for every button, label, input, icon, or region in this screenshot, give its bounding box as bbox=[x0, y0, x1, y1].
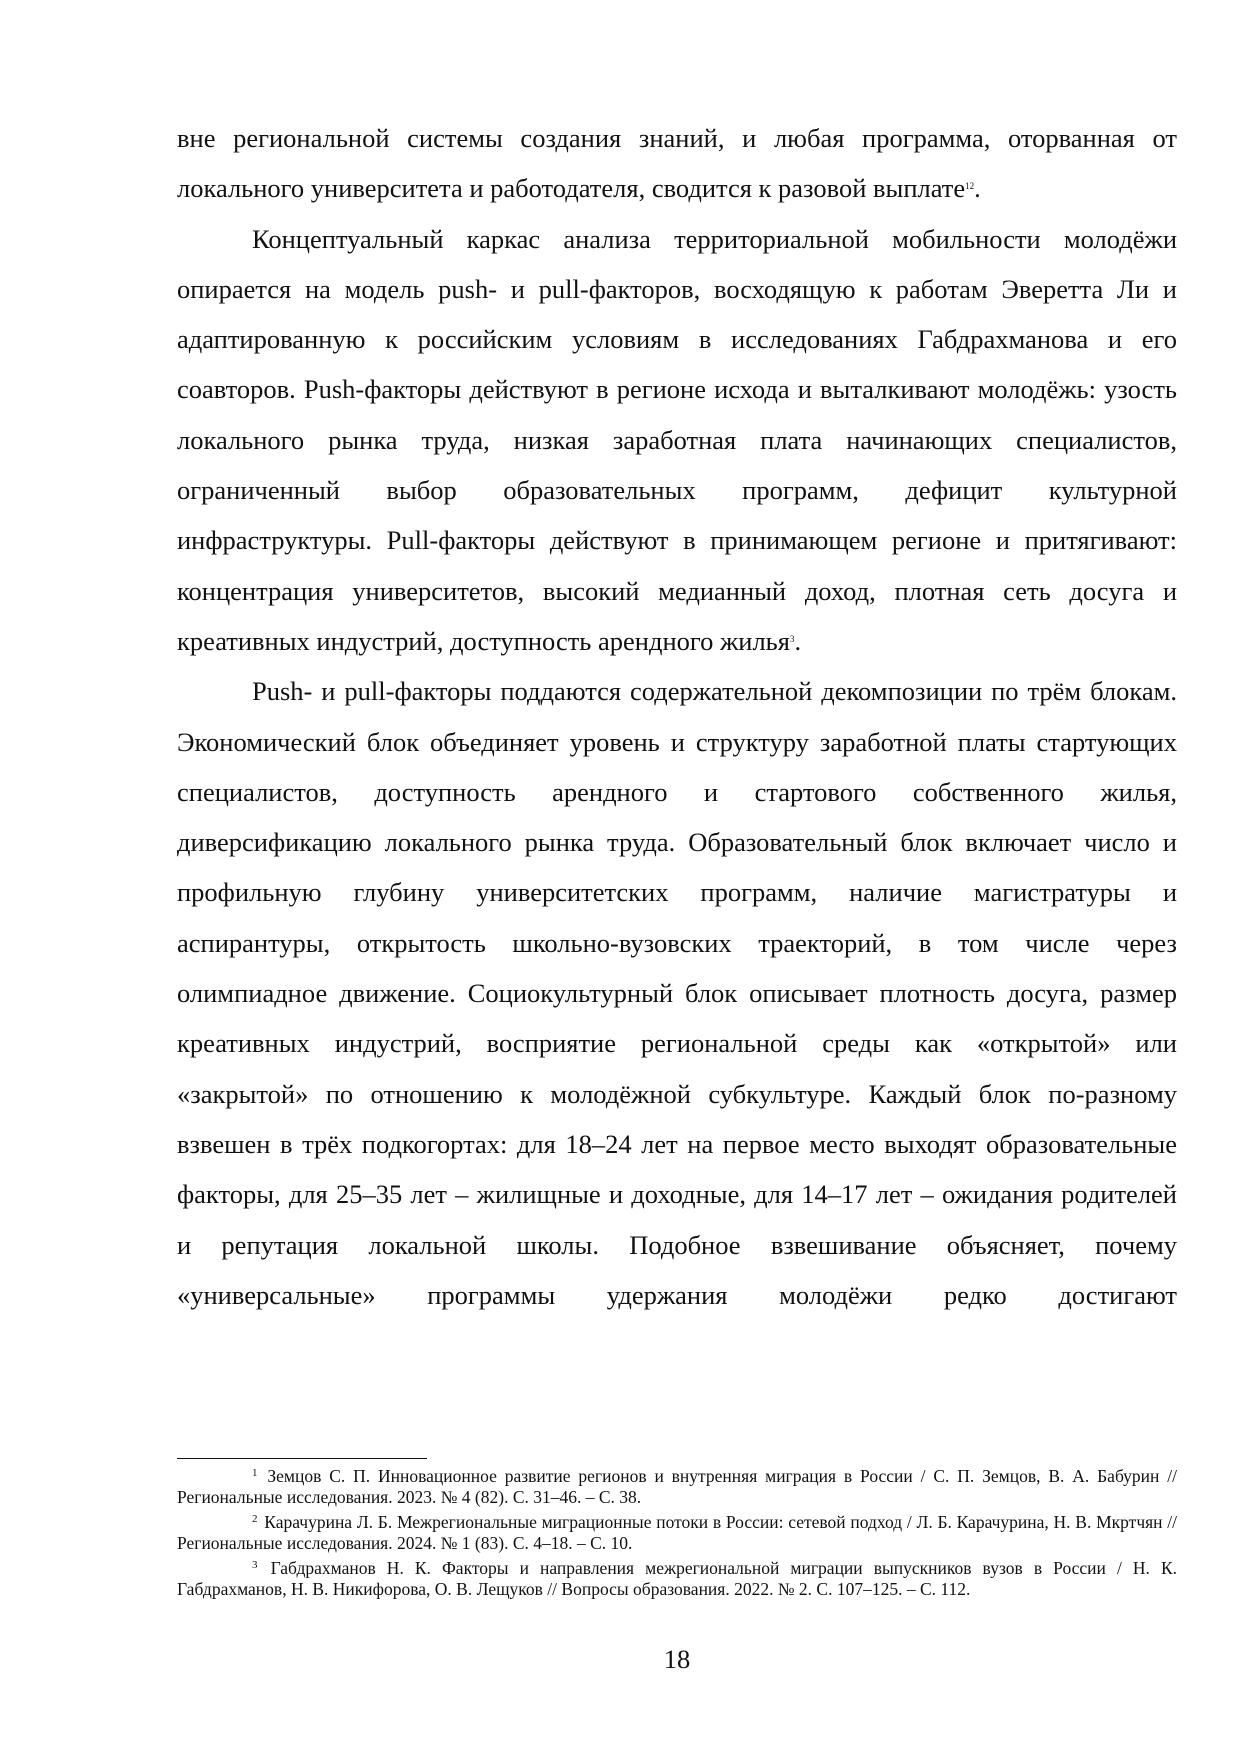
paragraph-text: . bbox=[794, 625, 802, 656]
footnote bbox=[177, 1558, 1177, 1599]
footnote-reference: 3 bbox=[789, 633, 795, 644]
paragraph bbox=[177, 113, 1177, 214]
footnote-number: 2 bbox=[252, 1513, 258, 1526]
paragraph bbox=[177, 214, 1177, 667]
footnote-separator bbox=[177, 1458, 427, 1459]
footnote-number: 1 bbox=[252, 1466, 258, 1479]
body-text bbox=[177, 113, 1177, 1320]
page-number: 18 bbox=[663, 1644, 691, 1674]
footnote bbox=[177, 1466, 1177, 1507]
paragraph-text: . bbox=[974, 173, 981, 204]
paragraph-text: Push- и pull-факторы поддаются содержательной декомпозиции по трём блокам. Экономический блок объединяет уровень и структуру заработной платы стартующих специалистов, доступность арендного и стартового собственного жилья, диверсификацию локального рынка труда. Образовательный блок включает число и профильную глубину университетских программ, наличие магистратуры и аспирантуры, открытость школьно-вузовских траекторий, в том числе через олимпиадное движение. Социокультурный блок описывает плотность досуга, размер креативных индустрий, восприятие региональной среды как «открытой» или «закрытой» по отношению к молодёжной субкультуре. Каждый блок по-разному взвешен в трёх подкогортах: для 18–24 лет на первое место выходят образовательные факторы, для 25–35 лет – жилищные и доходные, для 14–17 лет – ожидания родителей и репутация локальной школы. Подобное взвешивание объясняет, почему «универсальные» программы удержания молодёжи редко достигают bbox=[177, 676, 1177, 1310]
paragraph-text: Концептуальный каркас анализа территориальной мобильности молодёжи опирается на модель push- и pull-факторов, восходящую к работам Эверетта Ли и адаптированную к российским условиям в исследованиях Габдрахманова и его соавторов. Push-факторы действуют в регионе исхода и выталкивают молодёжь: узость локального рынка труда, низкая заработная плата начинающих специалистов, ограниченный выбор образовательных программ, дефицит культурной инфраструктуры. Pull-факторы действуют в принимающем регионе и притягивают: концентрация университетов, высокий медианный доход, плотная сеть досуга и креативных индустрий, доступность арендного жилья bbox=[177, 223, 1177, 656]
footnote-number: 3 bbox=[252, 1559, 258, 1572]
footnote-text: Габдрахманов Н. К. Факторы и направления межрегиональной миграции выпускников вузов в России / Н. К. Габдрахманов, Н. В. Никифорова, О. В. Лещуков // Вопросы образования. 2022. № 2. С. 107–125. – С. 112. bbox=[177, 1558, 1178, 1599]
footnote-text: Карачурина Л. Б. Межрегиональные миграционные потоки в России: сетевой подход / Л. Б. Карачурина, Н. В. Мкртчян // Региональные исследования. 2024. № 1 (83). С. 4–18. – С. 10. bbox=[177, 1512, 1177, 1553]
paragraph-text: вне региональной системы создания знаний, и любая программа, оторванная от локального университета и работодателя, сводится к разовой выплате bbox=[177, 123, 1177, 204]
footnote-reference: 12 bbox=[965, 181, 975, 192]
footnote-text: Земцов С. П. Инновационное развитие регионов и внутренняя миграция в России / С. П. Земцов, В. А. Бабурин // Региональные исследования. 2023. № 4 (82). С. 31–46. – С. 38. bbox=[177, 1466, 1177, 1507]
footnotes bbox=[177, 1466, 1177, 1605]
paragraph bbox=[177, 666, 1177, 1320]
footnote bbox=[177, 1512, 1177, 1553]
